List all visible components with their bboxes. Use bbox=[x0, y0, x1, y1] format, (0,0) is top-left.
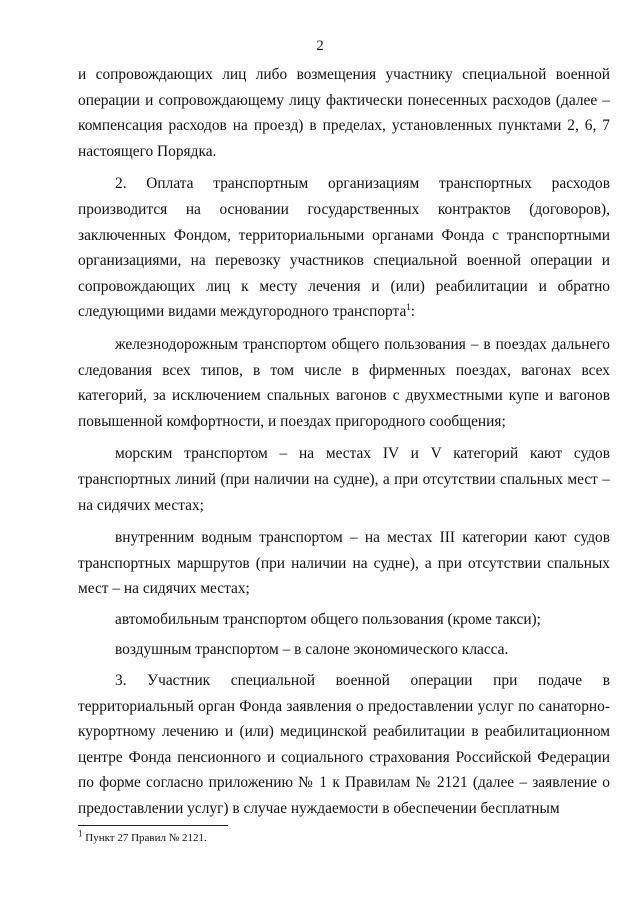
paragraph-rail-transport: железнодорожным транспортом общего пользования – в поездах дальнего следования всех типов, в том числе в фирменных поездах, вагонах всех категорий, за исключением спальных вагонов с двухместными купе и вагонов повышенной комфортности, и поездах пригородного сообщения; bbox=[78, 335, 610, 430]
footnote-reference: 1 bbox=[406, 302, 411, 313]
paragraph-item-3: 3. Участник специальной военной операции при подаче в территориальный орган Фонда заявления о предоставлении услуг по санаторно-курортному лечению и (или) медицинской реабилитации в реабилитационном центре Фонда пенсионного и социального страхования Российской Федерации по форме согласно приложению № 1 к Правилам № 2121 (далее – заявление о предоставлении услуг) в случае нуждаемости в обеспечении бесплатным bbox=[78, 672, 610, 818]
footnote-text: Пункт 27 Правил № 2121. bbox=[85, 832, 207, 844]
paragraph-river-transport: внутренним водным транспортом – на местах III категории кают судов транспортных маршрутов (при наличии на судне), а при отсутствии спальных мест – на сидячих местах; bbox=[78, 529, 610, 598]
paragraph-item-2-text: 2. Оплата транспортным организациям транспортных расходов производится на основании государственных контрактов (договоров), заключенных Фондом, территориальными органами Фонда с транспортными организациями, на перевозку участников специальной военной операции и сопровождающих лиц к месту лечения и (или) реабилитации и обратно следующими видами междугородного транспорта bbox=[78, 175, 610, 321]
page-number: 2 bbox=[316, 38, 324, 54]
paragraph-air-transport: воздушным транспортом – в салоне экономического класса. bbox=[115, 641, 509, 659]
paragraph-sea-transport: морским транспортом – на местах IV и V категорий кают судов транспортных линий (при наличии на судне), а при отсутствии спальных мест – на сидячих местах; bbox=[78, 445, 610, 514]
footnote-number: 1 bbox=[78, 828, 83, 839]
footnote bbox=[78, 828, 207, 844]
document-body bbox=[78, 62, 610, 822]
paragraph-item-2-end: : bbox=[410, 303, 416, 321]
paragraph-continuation: и сопровождающих лиц либо возмещения участнику специальной военной операции и сопровождающему лицу фактически понесенных расходов (далее – компенсация расходов на проезд) в пределах, установленных пунктами 2, 6, 7 настоящего Порядка. bbox=[78, 66, 610, 160]
paragraph-item-2 bbox=[78, 171, 610, 325]
footnote-divider bbox=[78, 825, 228, 826]
paragraph-road-transport: автомобильным транспортом общего пользования (кроме такси); bbox=[115, 610, 541, 628]
